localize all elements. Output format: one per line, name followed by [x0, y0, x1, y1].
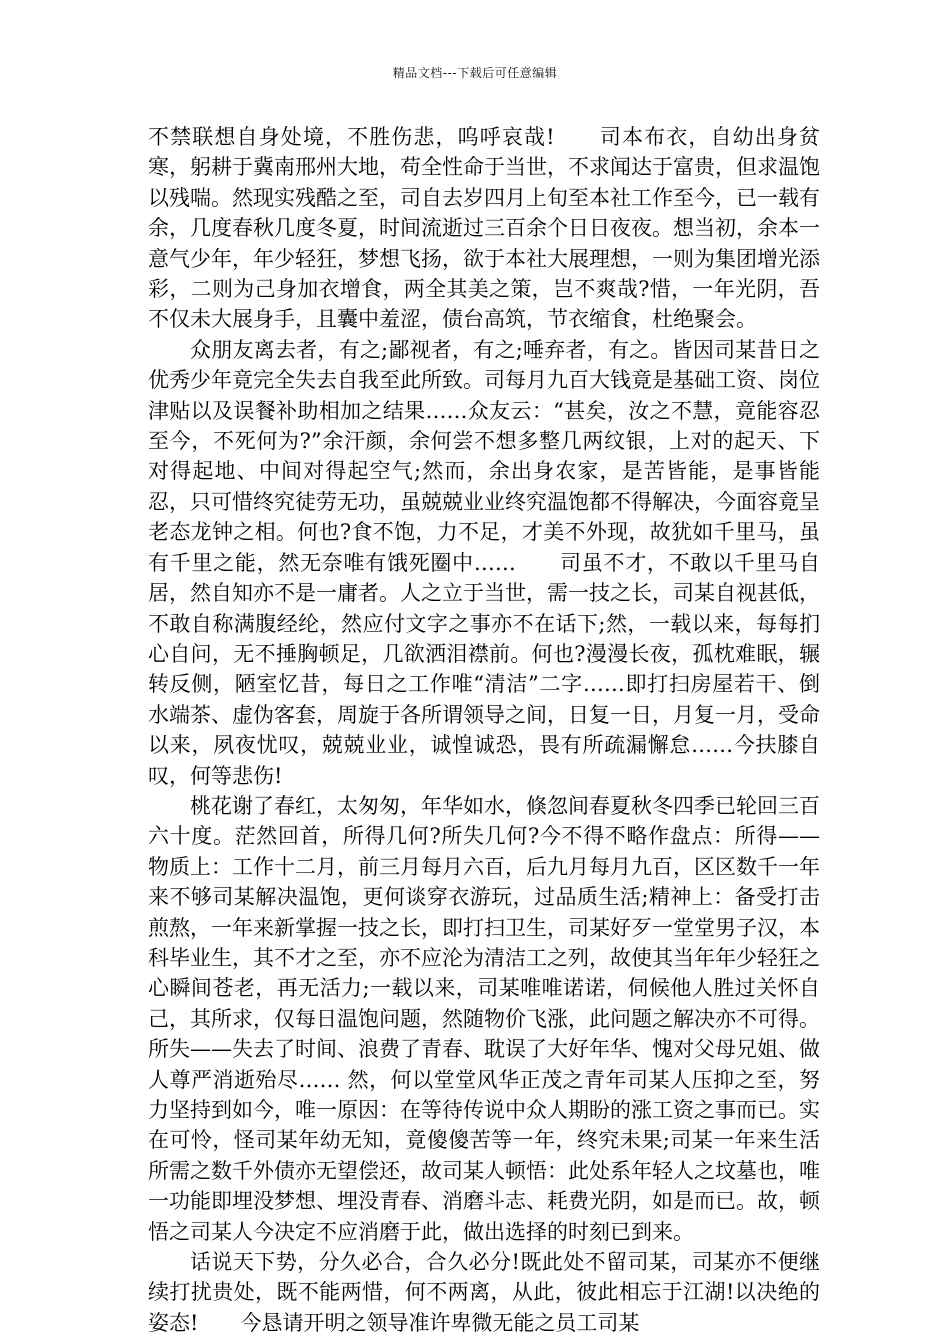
paragraph-1: 不禁联想自身处境，不胜伤悲，呜呼哀哉! 司本布衣，自幼出身贫寒，躬耕于冀南邢州大地，苟全性命于当世，不求闻达于富贵，但求温饱以残喘。然现实残酷之至，司自去岁四月上旬至本社工作至今，已一载有余，几度春秋几度冬夏，时间流逝过三百余个日日夜夜。想当初，余本一意气少年，年少轻狂，梦想飞扬，欲于本社大展理想，一则为集团增光添彩，二则为己身加衣增食，两全其美之策，岂不爽哉?惜，一年光阴，吾不仅未大展身手，且囊中羞涩，债台高筑，节衣缩食，杜绝聚会。 — [148, 125, 820, 332]
paragraph-3: 桃花谢了春红，太匆匆，年华如水，倏忽间春夏秋冬四季已轮回三百六十度。茫然回首，所得几何?所失几何?今不得不略作盘点：所得——物质上：工作十二月，前三月每月六百，后九月每月九百，区区数千一年来不够司某解决温饱，更何谈穿衣游玩，过品质生活;精神上：备受打击煎熬，一年来新掌握一技之长，即打扫卫生，司某好歹一堂堂男子汉，本科毕业生，其不才之至，亦不应沦为清洁工之列，故使其当年年少轻狂之心瞬间苍老，再无活力;一载以来，司某唯唯诺诺，伺候他人胜过关怀自己，其所求，仅每日温饱问题，然随物价飞涨，此问题之解决亦不可得。所失——失去了时间、浪费了青春、耽误了大好年华、愧对父母兄姐、做人尊严消逝殆尽…… 然，何以堂堂风华正茂之青年司某人压抑之至，努力坚持到如今，唯一原因：在等待传说中众人期盼的涨工资之事而已。实在可怜，怪司某年幼无知，竟傻傻苦等一年，终究未果;司某一年来生活所需之数千外债亦无望偿还，故司某人顿悟：此处系年轻人之坟墓也，唯一功能即埋没梦想、埋没青春、消磨斗志、耗费光阴，如是而已。故，顿悟之司某人今决定不应消磨于此，做出选择的时刻已到来。 — [148, 793, 820, 1244]
page-header: 精品文档---下载后可任意编辑 — [392, 66, 558, 80]
document-body — [148, 122, 820, 1338]
paragraph-2: 众朋友离去者，有之;鄙视者，有之;唾弃者，有之。皆因司某昔日之优秀少年竟完全失去自我至此所致。司每月九百大钱竟是基础工资、岗位津贴以及误餐补助相加之结果……众友云：“甚矣，汝之不慧，竟能容忍至今，不死何为?”余汗颜，余何尝不想多整几两纹银，上对的起天、下对得起地、中间对得起空气;然而，余出身农家，是苦皆能，是事皆能忍，只可惜终究徒劳无功，虽兢兢业业终究温饱都不得解决，今面容竟呈老态龙钟之相。何也?食不饱，力不足，才美不外现，故犹如千里马，虽有千里之能，然无奈唯有饿死圈中…… 司虽不才，不敢以千里马自居，然自知亦不是一庸者。人之立于当世，需一技之长，司某自视甚低，不敢自称满腹经纶，然应付文字之事亦不在话下;然，一载以来，每每扪心自问，无不捶胸顿足，几欲洒泪襟前。何也?漫漫长夜，孤枕难眠，辗转反侧，陋室忆昔，每日之工作唯“清洁”二字……即打扫房屋若干、倒水端茶、虚伪客套，周旋于各所谓领导之间，日复一日，月复一月，受命以来，夙夜忧叹，兢兢业业，诚惶诚恐，畏有所疏漏懈怠……今扶膝自叹，何等悲伤! — [148, 337, 820, 788]
paragraph-4: 话说天下势，分久必合，合久必分!既此处不留司某，司某亦不便继续打扰贵处，既不能两惜，何不两离，从此，彼此相忘于江湖!以决绝的姿态! 今恳请开明之领导准许卑微无能之员工司某 — [148, 1250, 820, 1335]
